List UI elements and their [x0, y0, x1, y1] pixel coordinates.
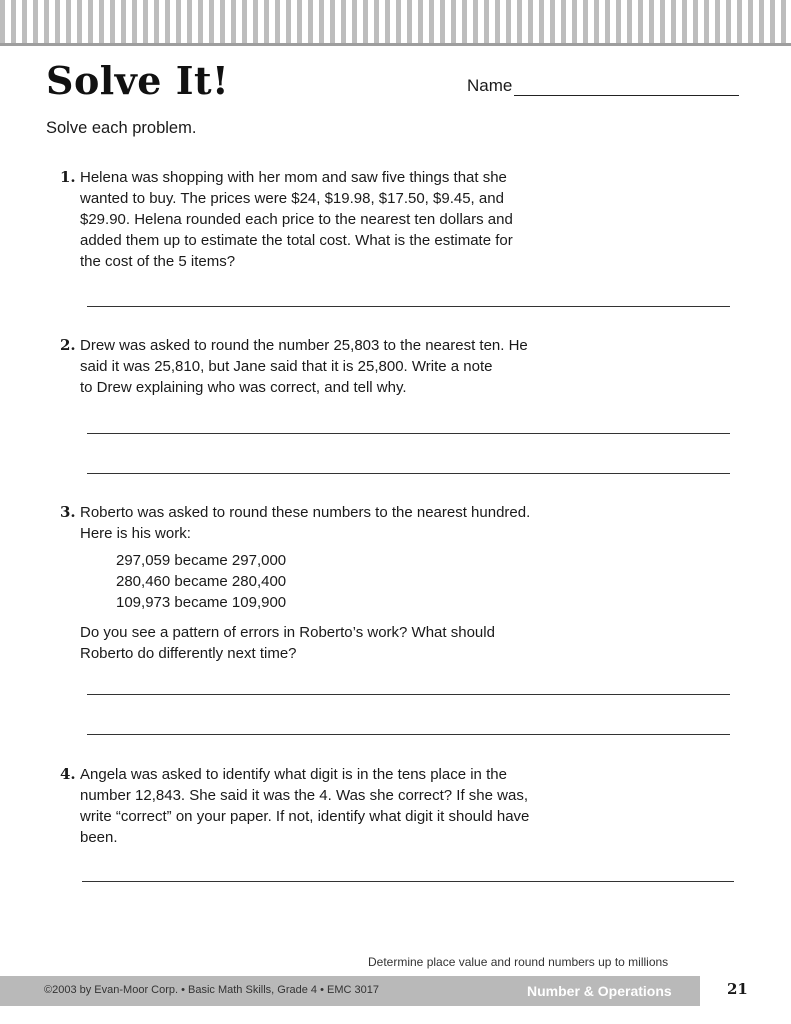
problem-line: been.	[80, 829, 118, 846]
answer-line-2a[interactable]	[87, 433, 730, 434]
instructions: Solve each problem.	[46, 119, 197, 137]
problem-line: said it was 25,810, but Jane said that it is 25,800. Write a note	[80, 358, 493, 375]
problem-line: number 12,843. She said it was the 4. Was she correct? If she was,	[80, 787, 529, 804]
problem-line: to Drew explaining who was correct, and tell why.	[80, 379, 407, 396]
problem-4	[60, 764, 560, 848]
answer-line-2b[interactable]	[87, 473, 730, 474]
problem-2	[60, 335, 560, 398]
work-line: 280,460 became 280,400	[116, 573, 287, 590]
answer-line-4a[interactable]	[82, 881, 734, 882]
problem-text	[80, 335, 560, 398]
page-title: Solve It!	[46, 58, 230, 103]
page-number: 21	[727, 980, 748, 998]
name-field	[467, 76, 739, 96]
problem-line: Here is his work:	[80, 525, 191, 542]
skill-description: Determine place value and round numbers up to millions	[368, 955, 669, 969]
problem-question	[80, 622, 560, 664]
problem-line: wanted to buy. The prices were $24, $19.98, $17.50, $9.45, and	[80, 190, 504, 207]
problem-text	[80, 764, 560, 848]
problem-number: 2.	[60, 336, 76, 354]
problem-line: Drew was asked to round the number 25,803 to the nearest ten. He	[80, 337, 528, 354]
answer-line-1a[interactable]	[87, 306, 730, 307]
answer-line-3a[interactable]	[87, 694, 730, 695]
problem-line: the cost of the 5 items?	[80, 253, 236, 270]
problem-1	[60, 167, 560, 272]
roberto-work	[116, 550, 560, 613]
name-label: Name	[467, 76, 513, 95]
decorative-stripe-header	[0, 0, 791, 46]
problem-line: $29.90. Helena rounded each price to the nearest ten dollars and	[80, 211, 513, 228]
problem-line: write “correct” on your paper. If not, identify what digit it should have	[80, 808, 530, 825]
problem-3	[60, 502, 560, 664]
problem-line: Roberto was asked to round these numbers to the nearest hundred.	[80, 504, 531, 521]
problem-text	[80, 167, 560, 272]
work-line: 109,973 became 109,900	[116, 594, 287, 611]
problem-number: 3.	[60, 503, 76, 521]
problem-line: Do you see a pattern of errors in Roberto’s work? What should	[80, 624, 495, 641]
problem-line: added them up to estimate the total cost. What is the estimate for	[80, 232, 513, 249]
work-line: 297,059 became 297,000	[116, 552, 287, 569]
section-label: Number & Operations	[527, 983, 672, 999]
name-write-line[interactable]	[514, 78, 739, 96]
problem-number: 4.	[60, 765, 76, 783]
problem-text	[80, 502, 560, 544]
answer-line-3b[interactable]	[87, 734, 730, 735]
copyright-text: ©2003 by Evan-Moor Corp. • Basic Math Skills, Grade 4 • EMC 3017	[44, 984, 379, 996]
problem-line: Helena was shopping with her mom and saw five things that she	[80, 169, 507, 186]
problem-number: 1.	[60, 168, 76, 186]
problem-line: Roberto do differently next time?	[80, 645, 297, 662]
problem-line: Angela was asked to identify what digit is in the tens place in the	[80, 766, 507, 783]
